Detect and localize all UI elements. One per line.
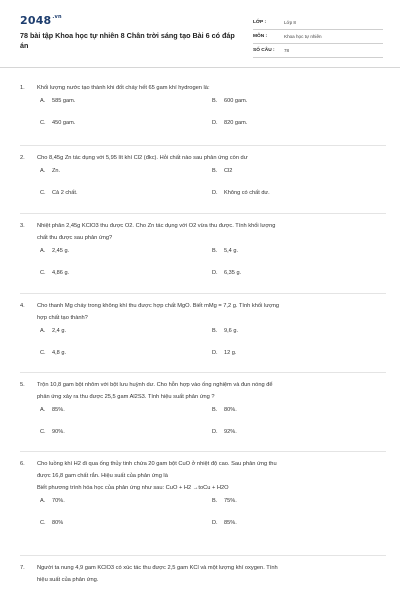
question-text: hiệu suất của phản ứng. bbox=[37, 577, 99, 583]
option-letter: D. bbox=[212, 520, 218, 526]
meta-row-grade bbox=[253, 16, 383, 30]
option-text: 600 gam. bbox=[224, 98, 248, 104]
option-text: 90%. bbox=[52, 429, 65, 435]
option-text: 585 gam. bbox=[52, 98, 76, 104]
page-header bbox=[0, 0, 400, 68]
question-divider bbox=[20, 372, 386, 373]
option-letter: A. bbox=[40, 498, 46, 504]
option-letter: A. bbox=[40, 168, 46, 174]
question-divider bbox=[20, 293, 386, 294]
question-number: 3. bbox=[20, 223, 25, 229]
meta-key: SỐ CÂU : bbox=[253, 48, 275, 53]
site-logo[interactable]: $2048^{.vn}$ bbox=[20, 14, 62, 27]
option-letter: D. bbox=[212, 350, 218, 356]
option-letter: D. bbox=[212, 190, 218, 196]
meta-table bbox=[253, 16, 383, 58]
option-text: 4,8 g. bbox=[52, 350, 66, 356]
question-text: hợp chất tạo thành? bbox=[37, 315, 88, 321]
meta-key: MÔN : bbox=[253, 34, 268, 39]
option-letter: A. bbox=[40, 98, 46, 104]
page-title: 78 bài tập Khoa học tự nhiên 8 Chân trời sáng tạo Bài 6 có đáp án bbox=[20, 31, 235, 50]
option-text: 85%. bbox=[52, 407, 65, 413]
question-text: được 16,8 gam chất rắn. Hiệu suất của phản ứng là bbox=[37, 473, 168, 479]
option-text: 2,4 g. bbox=[52, 328, 66, 334]
option-text: 6,35 g. bbox=[224, 270, 242, 276]
question-number: 5. bbox=[20, 382, 25, 388]
option-text: 75%. bbox=[224, 498, 237, 504]
question-text: Cho thanh Mg cháy trong không khí thu được hợp chất MgO. Biết mMg = 7,2 g. Tính khối lượng bbox=[37, 303, 280, 309]
option-text: Zn. bbox=[52, 168, 61, 174]
question-number: 7. bbox=[20, 565, 25, 571]
meta-key: LỚP : bbox=[253, 20, 267, 25]
option-text: 4,86 g. bbox=[52, 270, 70, 276]
question-divider bbox=[20, 451, 386, 452]
option-letter: C. bbox=[40, 429, 46, 435]
question-text: Nhiệt phân 2,45g KClO3 thu được O2. Cho Zn tác dụng với O2 vừa thu được. Tính khối lượng bbox=[37, 223, 276, 229]
option-text: 80% bbox=[52, 520, 64, 526]
option-text: 92%. bbox=[224, 429, 237, 435]
question-number: 6. bbox=[20, 461, 25, 467]
option-letter: D. bbox=[212, 120, 218, 126]
meta-value: 78 bbox=[284, 48, 290, 53]
question-text: chất thu được sau phản ứng? bbox=[37, 235, 113, 241]
option-text: 12 g. bbox=[224, 350, 237, 356]
question-divider bbox=[20, 213, 386, 214]
option-letter: B. bbox=[212, 98, 218, 104]
meta-row-subject bbox=[253, 30, 383, 44]
option-text: 85%. bbox=[224, 520, 237, 526]
meta-value: Lớp 8 bbox=[284, 20, 296, 25]
option-text: 9,6 g. bbox=[224, 328, 238, 334]
question-divider bbox=[20, 145, 386, 146]
option-text: 5,4 g. bbox=[224, 248, 238, 254]
option-letter: C. bbox=[40, 350, 46, 356]
option-text: 450 gam. bbox=[52, 120, 76, 126]
option-letter: C. bbox=[40, 190, 46, 196]
option-letter: A. bbox=[40, 248, 46, 254]
option-letter: C. bbox=[40, 520, 46, 526]
option-letter: D. bbox=[212, 270, 218, 276]
question-number: 4. bbox=[20, 303, 25, 309]
option-letter: B. bbox=[212, 248, 218, 254]
option-text: 820 gam. bbox=[224, 120, 248, 126]
question-text: Cho 8,45g Zn tác dụng với 5,95 lít khí Cl2 (đkc). Hỏi chất nào sau phản ứng còn dư bbox=[37, 155, 248, 161]
option-text: 80%. bbox=[224, 407, 237, 413]
question-text: Trộn 10,8 gam bột nhôm với bột lưu huỳnh dư. Cho hỗn hợp vào ống nghiệm và đun nóng để bbox=[37, 382, 273, 388]
question-number: 1. bbox=[20, 85, 25, 91]
option-text: Không có chất dư. bbox=[224, 190, 270, 196]
option-text: 70%. bbox=[52, 498, 65, 504]
option-letter: C. bbox=[40, 270, 46, 276]
option-letter: B. bbox=[212, 168, 218, 174]
question-text: Biết phương trình hóa học của phản ứng như sau: CuO + H2 →toCu + H2O bbox=[37, 485, 229, 491]
option-letter: A. bbox=[40, 407, 46, 413]
question-text: phản ứng xảy ra thu được 25,5 gam Al2S3. Tính hiệu suất phản ứng ? bbox=[37, 394, 215, 400]
question-number: 2. bbox=[20, 155, 25, 161]
option-letter: B. bbox=[212, 328, 218, 334]
meta-value: Khoa học tự nhiên bbox=[284, 34, 322, 39]
option-letter: D. bbox=[212, 429, 218, 435]
option-letter: C. bbox=[40, 120, 46, 126]
meta-row-count bbox=[253, 44, 383, 58]
question-text: Khối lượng nước tạo thành khi đốt cháy hết 65 gam khí hydrogen là: bbox=[37, 85, 210, 91]
question-text: Người ta nung 4,9 gam KClO3 có xúc tác thu được 2,5 gam KCl và một lượng khí oxygen. Tính bbox=[37, 565, 278, 571]
question-text: Cho luồng khí H2 đi qua ống thủy tinh chứa 20 gam bột CuO ở nhiệt độ cao. Sau phản ứng thu bbox=[37, 461, 277, 467]
option-letter: B. bbox=[212, 407, 218, 413]
option-letter: A. bbox=[40, 328, 46, 334]
question-divider bbox=[20, 555, 386, 556]
option-text: 2,45 g. bbox=[52, 248, 70, 254]
option-letter: B. bbox=[212, 498, 218, 504]
option-text: Cả 2 chất. bbox=[52, 190, 78, 196]
option-text: Cl2 bbox=[224, 168, 233, 174]
